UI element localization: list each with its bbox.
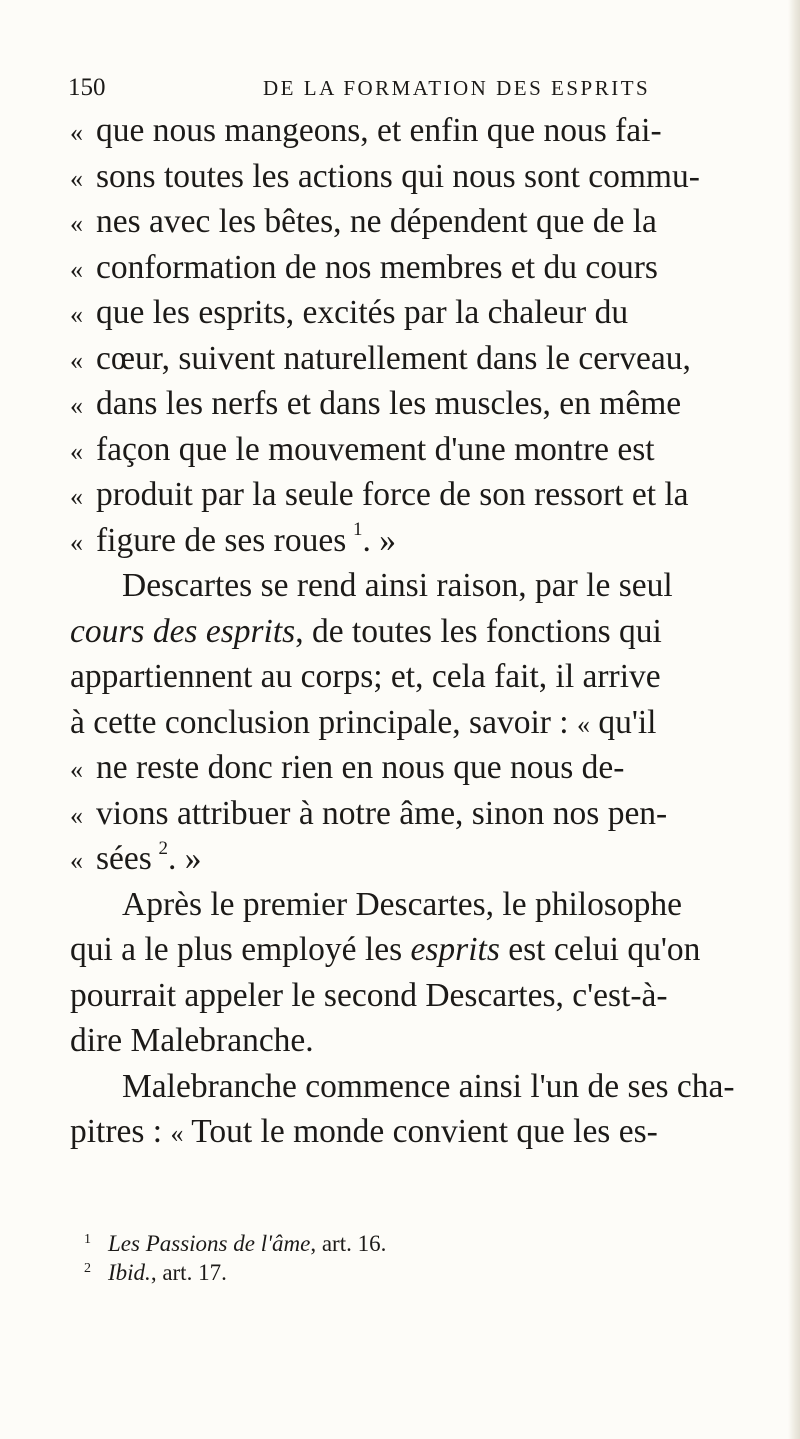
footnote-mark: 2 bbox=[84, 1261, 91, 1276]
paragraph-start-line: Descartes se rend ainsi raison, par le seul bbox=[122, 567, 673, 604]
footnote: 1 Les Passions de l'âme, art. 16. bbox=[84, 1225, 684, 1254]
text-line: pourrait appeler le second Descartes, c'est-à- bbox=[70, 976, 668, 1014]
text-line: pitres : « Tout le monde convient que les es- bbox=[70, 1113, 658, 1150]
text-line: « ne reste donc rien en nous que nous de- bbox=[70, 745, 770, 791]
text-line: qui a le plus employé les esprits est celui qu'on bbox=[70, 931, 701, 968]
paragraph-start-line: Après le premier Descartes, le philosophe bbox=[122, 885, 682, 923]
footnote: 2 Ibid., art. 17. bbox=[84, 1254, 684, 1283]
footnote-mark: 1 bbox=[84, 1232, 91, 1247]
text-line: appartiennent au corps; et, cela fait, il arrive bbox=[70, 658, 661, 695]
text-line: cours des esprits, de toutes les fonctions qui bbox=[70, 612, 662, 650]
text-line: « sées $^2$. » bbox=[70, 836, 770, 882]
guillemet: « bbox=[170, 1119, 184, 1148]
guillemet: « bbox=[70, 436, 83, 466]
text-line: « façon que le mouvement d'une montre est bbox=[70, 427, 770, 473]
text-line: « que les esprits, excités par la chaleur du bbox=[70, 290, 770, 336]
guillemet: « bbox=[70, 846, 83, 875]
text-line: « dans les nerfs et dans les muscles, en même bbox=[70, 381, 770, 427]
text-line: « sons toutes les actions qui nous sont commu- bbox=[70, 154, 770, 200]
guillemet: « bbox=[70, 118, 83, 147]
footnote-ref: 2 bbox=[158, 837, 169, 859]
guillemet: « bbox=[70, 209, 83, 238]
footnote-ref: 1 bbox=[352, 519, 363, 541]
paragraph-start-line: Malebranche commence ainsi l'un de ses cha- bbox=[122, 1067, 735, 1105]
text-line: « cœur, suivent naturellement dans le cerveau, bbox=[70, 336, 770, 382]
text-line: « nes avec les bêtes, ne dépendent que de la bbox=[70, 199, 770, 245]
guillemet: « bbox=[70, 527, 83, 557]
guillemet: « bbox=[70, 300, 83, 329]
text-line: « vions attribuer à notre âme, sinon nos pen- bbox=[70, 791, 770, 837]
text-line: dire Malebranche. bbox=[70, 1022, 314, 1059]
text-line: « conformation de nos membres et du cours bbox=[70, 245, 770, 291]
guillemet: « bbox=[70, 755, 83, 784]
page-edge-shadow bbox=[788, 0, 800, 1439]
text-line: « que nous mangeons, et enfin que nous fai- bbox=[70, 108, 770, 154]
text-line: « produit par la seule force de son ressort et la bbox=[70, 472, 770, 518]
text-line: à cette conclusion principale, savoir : « qu'il bbox=[70, 703, 657, 741]
guillemet: « bbox=[70, 391, 83, 420]
guillemet: « bbox=[70, 800, 83, 830]
page-number: 150 bbox=[68, 74, 106, 101]
running-head bbox=[68, 74, 752, 104]
guillemet: « bbox=[70, 254, 83, 284]
italic-term: esprits bbox=[410, 931, 500, 968]
body-text bbox=[70, 108, 770, 1155]
guillemet: « bbox=[70, 482, 83, 511]
running-title: DE LA FORMATION DES ESPRITS bbox=[263, 76, 651, 100]
guillemet: « bbox=[70, 163, 83, 193]
guillemet: « bbox=[70, 345, 83, 375]
guillemet: « bbox=[576, 709, 590, 739]
footnotes bbox=[84, 1225, 684, 1283]
italic-term: cours des esprits bbox=[70, 612, 296, 650]
text-line: « figure de ses roues $^1$. » bbox=[70, 518, 770, 564]
